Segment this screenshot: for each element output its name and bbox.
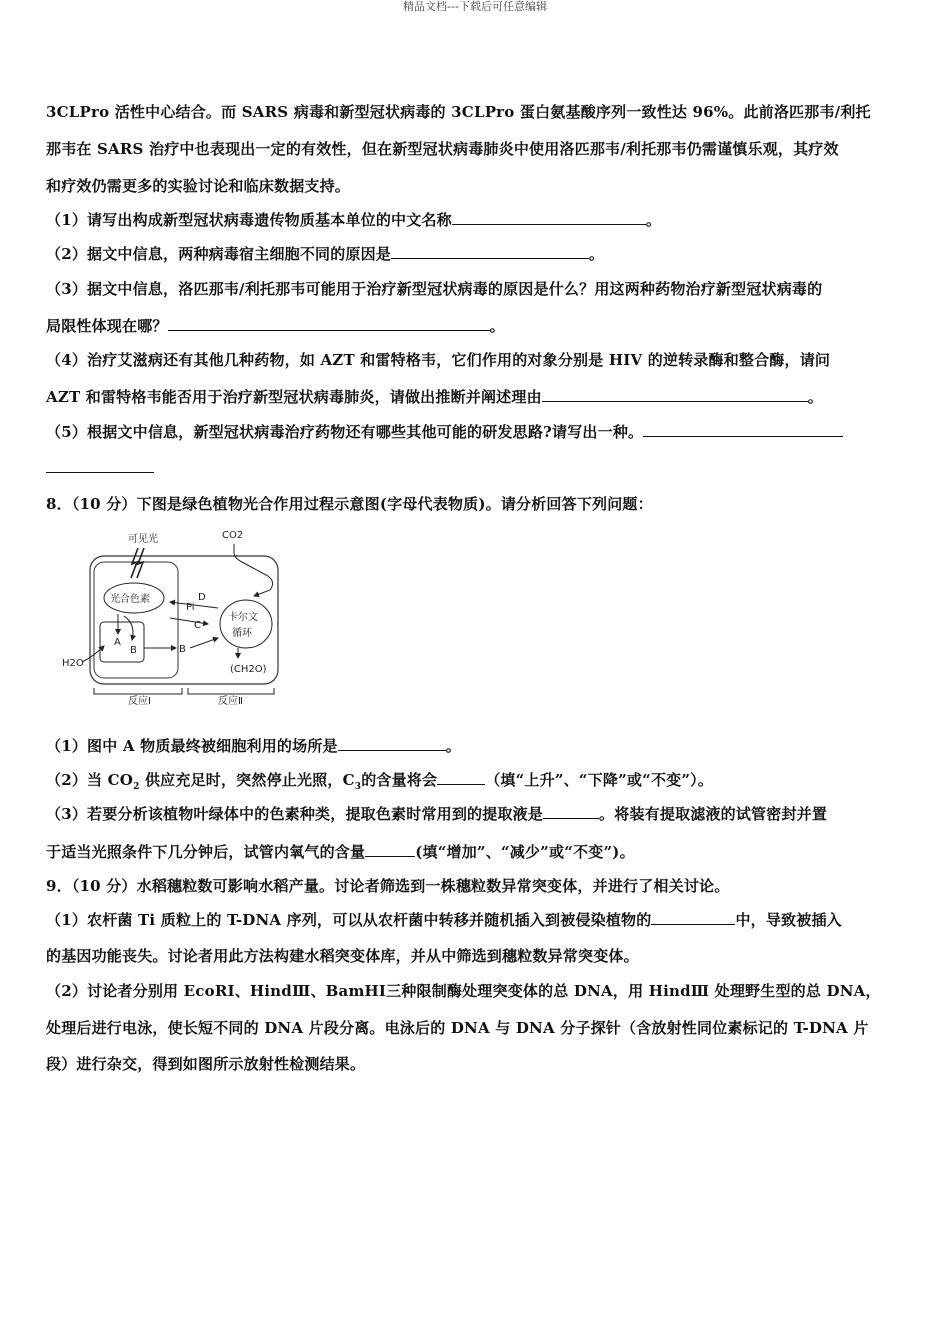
intro-line-2: 那韦在 SARS 治疗中也表现出一定的有效性，但在新型冠状病毒肺炎中使用洛匹那韦/利托那韦仍需谨慎乐观，其疗效 [46,140,839,158]
q7-p5-text: （5）根据文中信息，新型冠状病毒治疗药物还有哪些其他可能的研发思路?请写出一种。 [46,423,644,441]
q7-part-4b [46,387,823,407]
q8-p3-text-a: （3）若要分析该植物叶绿体中的色素种类，提取色素时常用到的提取液是 [46,805,544,823]
q7-part-5 [46,422,843,442]
q9-part-1a [46,910,842,930]
photosynthesis-diagram [58,524,282,706]
q9-title: 9．（10 分）水稻穗粒数可影响水稻产量。讨论者筛选到一株穗粒数异常突变体，并进行了相关讨论。 [46,877,730,895]
q8-p2-sub2: 3 [354,782,362,792]
q8-part-3a [46,804,827,824]
answer-blank[interactable] [542,387,808,402]
q9-part-1b: 的基因功能丧失。讨论者用此方法构建水稻突变体库，并从中筛选到穗粒数异常突变体。 [46,947,639,965]
arrow-b-to-cycle [190,638,218,648]
label-c: C [194,620,201,631]
q8-part-1 [46,736,461,756]
answer-blank[interactable] [437,770,485,785]
period: 。 [589,245,605,263]
answer-blank[interactable] [452,210,646,225]
thylakoid-outline [94,562,178,678]
q8-p3-text-c: 于适当光照条件下几分钟后，试管内氧气的含量 [46,843,366,861]
q9-p1-text-b: 中，导致被插入 [735,911,842,929]
q9-part-2a: （2）讨论者分别用 EcoRⅠ、HindⅢ、BamHⅠ三种限制酶处理突变体的总 DNA，用 HindⅢ 处理野生型的总 DNA， [46,982,881,1000]
calvin-cycle-ellipse [220,600,272,648]
q8-p3-text-b: 。将装有提取滤液的试管密封并置 [599,805,828,823]
q7-p2-text: （2）据文中信息，两种病毒宿主细胞不同的原因是 [46,245,392,263]
q7-p4b-text: AZT 和雷特格韦能否用于治疗新型冠状病毒肺炎，请做出推断并阐述理由 [46,388,542,406]
q7-part-4a: （4）治疗艾滋病还有其他几种药物，如 AZT 和雷特格韦，它们作用的对象分别是 HIV 的逆转录酶和整合酶，请问 [46,351,831,369]
answer-blank[interactable] [46,458,154,473]
q8-part-3b [46,842,635,862]
q8-p2-text-c: 的含量将会 [361,771,438,789]
answer-blank[interactable] [651,910,735,925]
reaction-2-label: 反应Ⅱ [218,696,243,706]
arrow-from-pigment [170,618,208,624]
pigment-label: 光合色素 [110,594,150,605]
q7-part-2 [46,244,604,264]
q7-p3b-text: 局限性体现在哪？ [46,317,168,335]
period: 。 [489,317,505,335]
co2-label: CO2 [222,530,244,541]
light-label: 可见光 [128,534,158,545]
calvin-label-1: 卡尔文 [228,612,258,623]
q8-p2-text-d: （填“上升”、“下降”或“不变”）。 [485,771,714,789]
q7-part-1 [46,210,661,230]
answer-blank[interactable] [365,842,415,857]
q9-p1-text-a: （1）农杆菌 Ti 质粒上的 T-DNA 序列，可以从农杆菌中转移并随机插入到被侵染植物的 [46,911,652,929]
label-d: D [198,592,206,603]
lightning-icon [131,548,144,578]
q7-part-3b [46,316,505,336]
period: 。 [645,211,662,229]
q8-p1-text: （1）图中 A 物质最终被细胞利用的场所是 [46,737,338,755]
intro-line-3: 和疗效仍需更多的实验讨论和临床数据支持。 [46,177,351,195]
q8-title: 8．（10 分）下图是绿色植物光合作用过程示意图(字母代表物质)。请分析回答下列问题： [46,495,653,513]
answer-blank[interactable] [543,804,599,819]
period: 。 [445,737,461,755]
h2o-label: H2O [62,658,84,669]
arrow-to-b [124,616,133,640]
period: 。 [807,388,823,406]
inner-box [100,622,144,662]
answer-blank[interactable] [168,316,490,331]
q7-part-5-cont [46,458,154,478]
label-b-inner: B [130,645,137,656]
label-pi: Pi [186,602,195,613]
reaction-1-label: 反应Ⅰ [128,696,151,706]
q8-part-2 [46,770,713,797]
co2-arrow [234,544,273,596]
bracket-reaction-2 [188,688,274,694]
q8-p3-text-d: (填“增加”、“减少”或“不变”)。 [415,843,635,861]
q7-p1-text: （1）请写出构成新型冠状病毒遗传物质基本单位的中文名称 [46,211,452,229]
q9-part-2c: 段）进行杂交，得到如图所示放射性检测结果。 [46,1055,366,1073]
intro-line-1: 3CLPro 活性中心结合。而 SARS 病毒和新型冠状病毒的 3CLPro 蛋白氨基酸序列一致性达 96%。此前洛匹那韦/利托 [46,103,871,121]
q8-p2-text-b: 供应充足时，突然停止光照，C [139,771,355,789]
page-header: 精品文档---下载后可任意编辑 [403,0,547,13]
q8-p2-sub: 2 [133,782,140,792]
answer-blank[interactable] [391,244,589,259]
q7-part-3a: （3）据文中信息，洛匹那韦/利托那韦可能用于治疗新型冠状病毒的原因是什么？用这两种药物治疗新型冠状病毒的 [46,280,823,298]
answer-blank[interactable] [338,736,446,751]
label-a: A [114,637,121,648]
answer-blank[interactable] [643,422,843,437]
bracket-reaction-1 [94,688,182,694]
q8-p2-text-a: （2）当 CO [46,771,134,789]
q9-part-2b: 处理后进行电泳，使长短不同的 DNA 片段分离。电泳后的 DNA 与 DNA 分子探针（含放射性同位素标记的 T-DNA 片 [46,1019,869,1037]
label-b-outer: B [179,644,186,655]
calvin-label-2: 循环 [232,628,252,639]
ch2o-label: (CH2O) [230,664,267,675]
